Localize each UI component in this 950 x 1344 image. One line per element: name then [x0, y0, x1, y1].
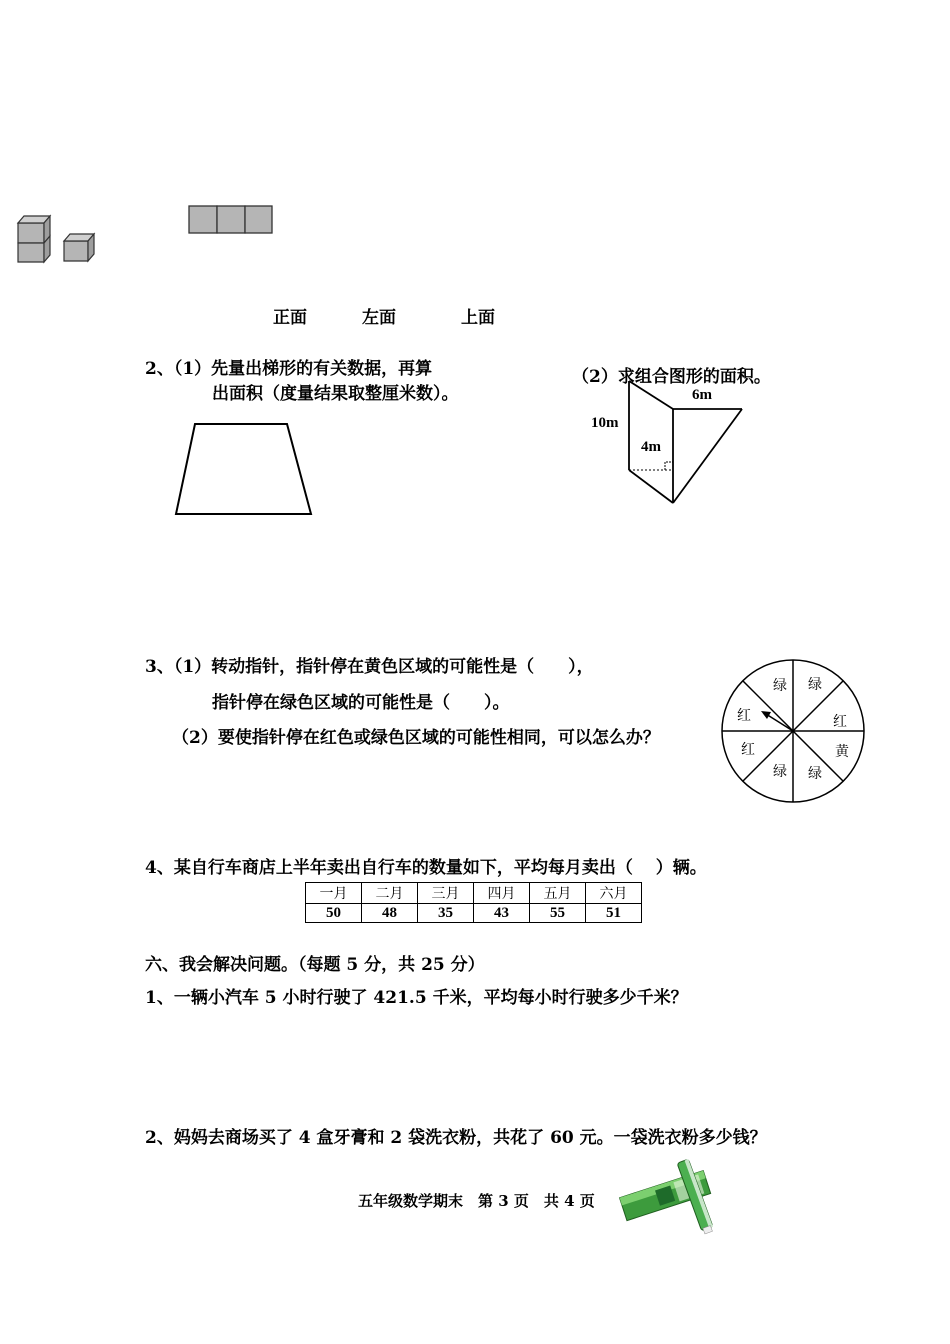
month-cell: 六月: [586, 883, 642, 904]
q2-part1-line1: 2、（1）先量出梯形的有关数据，再算: [145, 359, 433, 379]
q4-text: 4、某自行车商店上半年卖出自行车的数量如下，平均每月卖出（ ）辆。: [145, 858, 707, 878]
value-cell: 48: [362, 904, 418, 923]
value-cell: 43: [474, 904, 530, 923]
month-cell: 五月: [530, 883, 586, 904]
value-cell: 55: [530, 904, 586, 923]
spinner-sector-2: 黄: [835, 744, 849, 760]
spinner-sector-7: 绿: [773, 678, 787, 694]
table-row-values: [306, 904, 642, 923]
spinner-sector-4: 绿: [773, 764, 787, 780]
q3-line2: 指针停在绿色区域的可能性是（ ）。: [212, 693, 510, 713]
spinner-sector-3: 绿: [808, 766, 822, 782]
q2-part1-line2: 出面积（度量结果取整厘米数）。: [212, 384, 459, 404]
label-4m: 4m: [641, 439, 661, 455]
q2-part2: （2）求组合图形的面积。: [572, 367, 771, 387]
view-label-left: 左面: [362, 308, 396, 328]
value-cell: 35: [418, 904, 474, 923]
spinner-sector-1: 红: [833, 714, 847, 730]
sales-table: [305, 882, 642, 923]
value-cell: 50: [306, 904, 362, 923]
table-row-months: [306, 883, 642, 904]
section6-heading: 六、我会解决问题。（每题 5 分，共 25 分）: [145, 955, 485, 975]
q3-line1: 3、（1）转动指针，指针停在黄色区域的可能性是（ ），: [145, 657, 594, 677]
label-10m: 10m: [591, 415, 619, 431]
month-cell: 四月: [474, 883, 530, 904]
top-view-squares: [188, 205, 278, 235]
q3-line3: （2）要使指针停在红色或绿色区域的可能性相同，可以怎么办？: [172, 728, 660, 748]
month-cell: 三月: [418, 883, 474, 904]
spinner-sector-5: 红: [741, 742, 755, 758]
spinner-sector-0: 绿: [808, 677, 822, 693]
section6-problem1: 1、一辆小汽车 5 小时行驶了 421.5 千米，平均每小时行驶多少千米？: [145, 988, 688, 1008]
trapezoid-figure: [170, 420, 320, 520]
page-footer: 五年级数学期末 第 3 页 共 4 页: [358, 1192, 595, 1210]
label-6m: 6m: [692, 387, 712, 403]
view-label-front: 正面: [273, 308, 307, 328]
toothpaste-image: [617, 1155, 727, 1235]
month-cell: 一月: [306, 883, 362, 904]
value-cell: 51: [586, 904, 642, 923]
spinner-figure: [718, 656, 868, 806]
spinner-sector-6: 红: [737, 708, 751, 724]
section6-problem2: 2、妈妈去商场买了 4 盒牙膏和 2 袋洗衣粉，共花了 60 元。一袋洗衣粉多少钱？: [145, 1128, 767, 1148]
cube-stack-figure: [10, 205, 120, 275]
view-label-top: 上面: [461, 308, 495, 328]
month-cell: 二月: [362, 883, 418, 904]
